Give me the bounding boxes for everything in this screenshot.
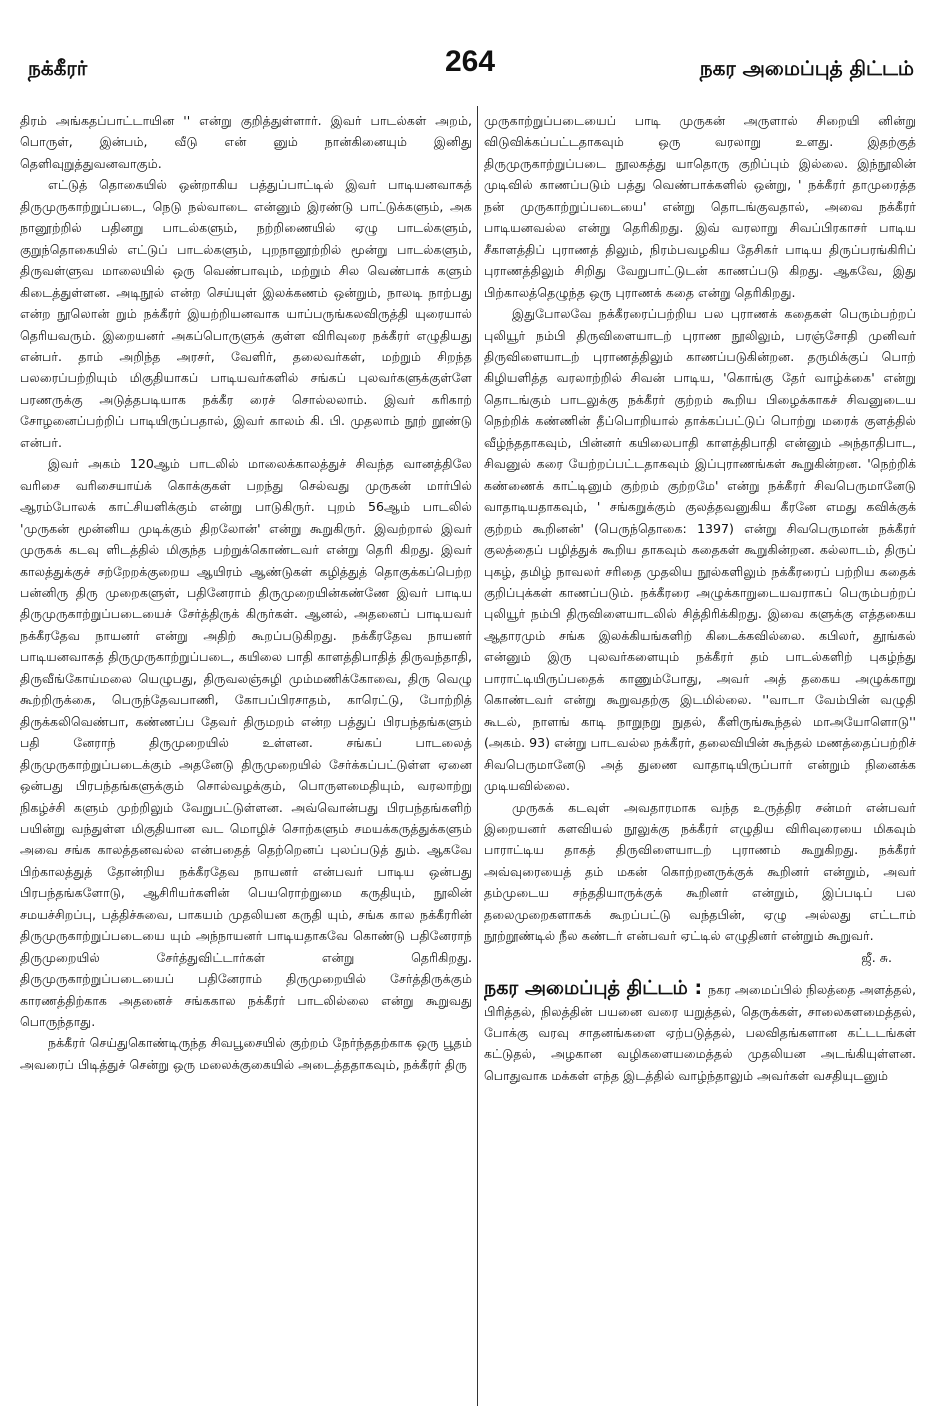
right-paragraph-3: முருகக் கடவுள் அவதாரமாக வந்த உருத்திர சன்மர் என்பவர் இறையனர் களவியல் நூலுக்கு நக்கீரர் எழுதிய விரிவுரையை மிகவும் பாராட்டிய தாகத் திருவிளையாடற் புராணம் கூறுகிறது. நக்கீரர் அவ்வுரையைத் தம் மகன் கொற்றனருக்குக் கூறினர் என்றும், அவர் தம்முடைய சந்ததியாருக்குக் கூறினர் என்றும், இப்படிப் பல தலைமுறைகளாகக் கூறப்பட்டு வந்தபின், ஏழு அல்லது எட்டாம் நூற்றூண்டில் நீல கண்டர் என்பவர் ஏட்டில் எழுதினர் என்றும் கூறுவர்.	[484, 799, 916, 944]
left-column	[20, 110, 472, 1422]
left-paragraph-3: இவர் அகம் 120ஆம் பாடலில் மாலைக்காலத்துச் சிவந்த வானத்திலே வரிசை வரிசையாய்க் கொக்குகள் பறந்து செல்வது முருகன் மார்பில் ஆரம்போலக் காட்சியளிக்கும் என்று பாடுகிருர். புறம் 56ஆம் பாடலில் 'முருகன் மூன்னிய முடிக்கும் திறலோன்' என்று கூறுகிருர். இவற்றால் இவர் முருகக் கடவு ளிடத்தில் மிகுந்த பற்றுக்கொண்டவர் என்று தெரி கிறது. இவர் காலத்துக்குச் சற்றேறக்குறைய ஆயிரம் ஆண்டுகள் கழித்துத் தொகுக்கப்பெற்ற பன்னிரு திரு முறைகளுள், பதினேராம் திருமுறையின்கண்ணே இவர் பாடிய திருமுருகாற்றுப்படையைச் சேர்த்திருக் கிருர்கள். ஆனல், அதனைப் பாடியவர் நக்கீரதேவ நாயனர் என்று அதிற் கூறப்படுகிறது. நக்கீரதேவ நாயனர் பாடியனவாகத் திருமுருகாற்றுப்படை, கயிலை பாதி காளத்திபாதித் திருவந்தாதி, திருவீங்கோய்மலை யெழுபது, திருவலஞ்சுழி மும்மணிக்கோவை, திரு வெழு கூற்றிருக்கை, பெருந்தேவபாணி, கோபப்பிரசாதம், காரெட்டு, போற்றித் திருக்கலிவெண்பா, கண்ணப்ப தேவர் திருமறம் என்ற பத்துப் பிரபந்தங்களும் பதி னேராந் திருமுறையில் உள்ளன. சங்கப் பாடலைத் திருமுருகாற்றுப்படைக்கும் அதனேடு திருமுறையில் சேர்க்கப்பட்டுள்ள ஏனை ஒன்பது பிரபந்தங்களுக்கும் சொல்வழக்கும், பொருளமைதியும், வரலாற்று நிகழ்ச்சி களும் முற்றிலும் வேறுபட்டுள்ளன. அவ்வொன்பது பிரபந்தங்களிற் பயின்று வந்துள்ள மிகுதியான வட மொழிச் சொற்களும் சமயக்கருத்துக்களும் அவை சங்க காலத்தனவல்ல என்பதைத் தெற்றெனப் புலப்படுத் தும். ஆகவே பிற்காலத்துத் தோன்றிய நக்கீரதேவ நாயனர் என்பவர் பாடிய ஒன்பது பிரபந்தங்களோடு, ஆசிரியர்களின் பெயரொற்றுமை கருதியும், நூலின் சமயச்சிறப்பு, பத்திச்சுவை, பாகயம் முதலியன கருதி யும், சங்க கால நக்கீரரின் திருமுருகாற்றுப்படையை யும் அந்நாயனர் பாடியதாகவே கொண்டு பதினேராந் திருமுறையில் சேர்த்துவிட்டார்கள் என்று தெரிகிறது. திருமுருகாற்றுப்படையைப் பதினேராம் திருமுறையில் சேர்த்திருக்கும் காரணத்திற்காக அதனைச் சங்ககால நக்கீரர் பாடலில்லை என்று கூறுவது பொருந்தாது.	[20, 456, 472, 1030]
header-right-guide-word: நகர அமைப்புத் திட்டம்	[699, 56, 914, 80]
right-paragraph-2: இதுபோலவே நக்கீரரைப்பற்றிய பல புராணக் கதைகள் பெரும்பற்றப் புலியூர் நம்பி திருவிளையாடற் புராண நூலிலும், பரஞ்சோதி முனிவர் திருவிளையாடற் புராணத்திலும் காணப்படுகின்றன. தருமிக்குப் பொற் கிழியளித்த வரலாற்றில் சிவன் பாடிய, 'கொங்கு தேர் வாழ்க்கை' என்று தொடங்கும் பாடலுக்கு நக்கீரர் குற்றம் கூறிய பிழைக்காகச் சிவனுடைய நெற்றிக் கண்ணின் தீப்பொறியால் தாக்கப்பட்டுப் பொற்று மரைக் குளத்தில் வீழ்ந்ததாகவும், பின்னர் கயிலைபாதி காளத்திபாதி என்னும் அந்தாதிபாட, சிவனுல் கரை யேற்றப்பட்டதாகவும் இப்புராணங்கள் கூறுகின்றன. 'நெற்றிக் கண்ணைக் காட்டினும் குற்றம் குற்றமே' என்று நக்கீரர் சிவபெருமானேடு வாதாடியதாகவும், ' சங்கறுக்கும் குலத்தவனுகிய கீரனே எமது கவிக்குக் குற்றம் கூறினன்' (பெருந்தொகை: 1397) என்று சிவபெருமான் நக்கீரர் குலத்தைப் பழித்துக் கூறிய தாகவும் கதைகள் கூறுகின்றன. கல்லாடம், திருப் புகழ், தமிழ் நாவலர் சரிதை முதலிய நூல்களிலும் நக்கீரரைப் பற்றிய கதைக் குறிப்புக்கள் காணப்படும். நக்கீரரை அழுக்காறுடையவராகப் பெரும்பற்றப் புலியூர் நம்பி திருவிளையாடலில் சித்திரிக்கிறது. இவை களுக்கு எத்தகைய ஆதாரமும் சங்க இலக்கியங்களிற் கிடைக்கவில்லை. கபிலர், தூங்கல் என்னும் இரு புலவர்களையும் நக்கீரர் தம் பாடல்களிற் புகழ்ந்து பாராட்டியிருப்பதைக் காணும்போது, அவர் அத் தகைய அழுக்காறு கொண்டவர் என்று கூறுவதற்கு இடமில்லை. ''வாடா வேம்பின் வழுதி கூடல், நாளங் காடி நாறுநறு நுதல், கீளிருங்கூந்தல் மாஅயோளொடு'' (அகம். 93) என்று பாடவல்ல நக்கீரர், தலைவியின் கூந்தல் மணத்தைப்பற்றிச் சிவபெருமானேடு அத் துணை வாதாடியிருப்பார் என்றும் நினைக்க முடியவில்லை.	[484, 306, 916, 794]
section-heading: நகர அமைப்புத் திட்டம் :	[484, 977, 703, 1000]
page-header	[0, 0, 940, 90]
header-left-guide-word: நக்கீரர்	[28, 56, 88, 80]
left-paragraph-4: நக்கீரர் செய்துகொண்டிருந்த சிவபூசையில் குற்றம் நேர்ந்ததற்காக ஒரு பூதம் அவரைப் பிடித்துச் சென்று ஒரு மலைக்குகையில் அடைத்ததாகவும், நக்கீரர் திரு	[20, 1035, 472, 1072]
page-number: 264	[444, 45, 496, 78]
section-text: நகர அமைப்பில் நிலத்தை அளத்தல், பிரித்தல், நிலத்தின் பயனை வரை யறுத்தல், தெருக்கள், சாலைகளமைத்தல், போக்கு வரவு சாதனங்களை ஏற்படுத்தல், பலவிதங்களான கட்டடங்கள் கட்டுதல், அழகான வழிகளையமைத்தல் முதலியன அடங்கியுள்ளன. பொதுவாக மக்கள் எந்த இடத்தில் வாழ்ந்தாலும் அவர்கள் வசதியுடனும்	[484, 982, 916, 1083]
section-entry	[484, 978, 916, 1086]
left-paragraph-2: எட்டுத் தொகையில் ஒன்றாகிய பத்துப்பாட்டில் இவர் பாடியனவாகத் திருமுருகாற்றுப்படை, நெடு நல்வாடை என்னும் இரண்டு பாட்டுக்களும், அக நானூற்றில் பதினறு பாடல்களும், நற்றிணையில் ஏழு பாடல்களும், குறுந்தொகையில் எட்டுப் பாடல்களும், புறநானூற்றில் மூன்று பாடல்களும், திருவள்ளுவ மாலையில் ஒரு வெண்பாவும், மற்றும் சில வெண்பாக் களும் கிடைத்துள்ளன. அடிநூல் என்ற செய்யுள் இலக்கணம் ஒன்றும், நாலடி நாற்பது என்ற நூலொன் றும் நக்கீரர் இயற்றியனவாக யாப்பருங்கலவிருத்தி யுரையால் தெரியவரும். இறையனர் அகப்பொருளுக் குள்ள விரிவுரை நக்கீரர் எழுதியது என்பர். தாம் அறிந்த அரசர், வேளிர், தலைவர்கள், மற்றும் சிறந்த பலரைப்பற்றியும் மிகுதியாகப் பாடியவர்களில் சங்கப் புலவர்களுக்குள்ளே பரணருக்கு அடுத்தபடியாக நக்கீர ரைச் சொல்லலாம். இவர் கரிகாற் சோழனைப்பற்றிப் பாடியிருப்பதால், இவர் காலம் கி. பி. முதலாம் நூற் றூண்டு என்பர்.	[20, 177, 472, 450]
left-paragraph-1: திரம் அங்கதப்பாட்டாயின '' என்று குறித்துள்ளார். இவர் பாடல்கள் அறம், பொருள், இன்பம், வீடு என் னும் நான்கினையும் இனிது தெளிவுறுத்துவனவாகும்.	[20, 113, 472, 171]
right-paragraph-1: முருகாற்றுப்படையைப் பாடி முருகன் அருளால் சிறையி னின்று விடுவிக்கப்பட்டதாகவும் ஒரு வரலாறு உளது. இதற்குத் திருமுருகாற்றுப்படை நூலகத்து யாதொரு குறிப்பும் இல்லை. இந்நூலின் முடிவில் காணப்படும் பத்து வெண்பாக்களில் ஒன்று, ' நக்கீரர் தாமுரைத்த நன் முருகாற்றுப்படையை' என்று தொடங்குவதால், அவை நக்கீரர் பாடியனவல்ல என்று தெரிகிறது. இவ் வரலாறு சிவப்பிரகாசர் பாடிய சீகாளத்திப் புராணத் திலும், நிரம்பவழகிய தேசிகர் பாடிய திருப்பரங்கிரிப் புராணத்திலும் சிறிது வேறுபாட்டுடன் காணப்படு கிறது. ஆகவே, இது பிற்காலத்தெழுந்த ஒரு புராணக் கதை என்று தெரிகிறது.	[484, 113, 916, 300]
right-column	[484, 110, 916, 1422]
column-divider	[477, 106, 478, 1406]
author-initials: ஜீ. சு.	[861, 949, 892, 965]
